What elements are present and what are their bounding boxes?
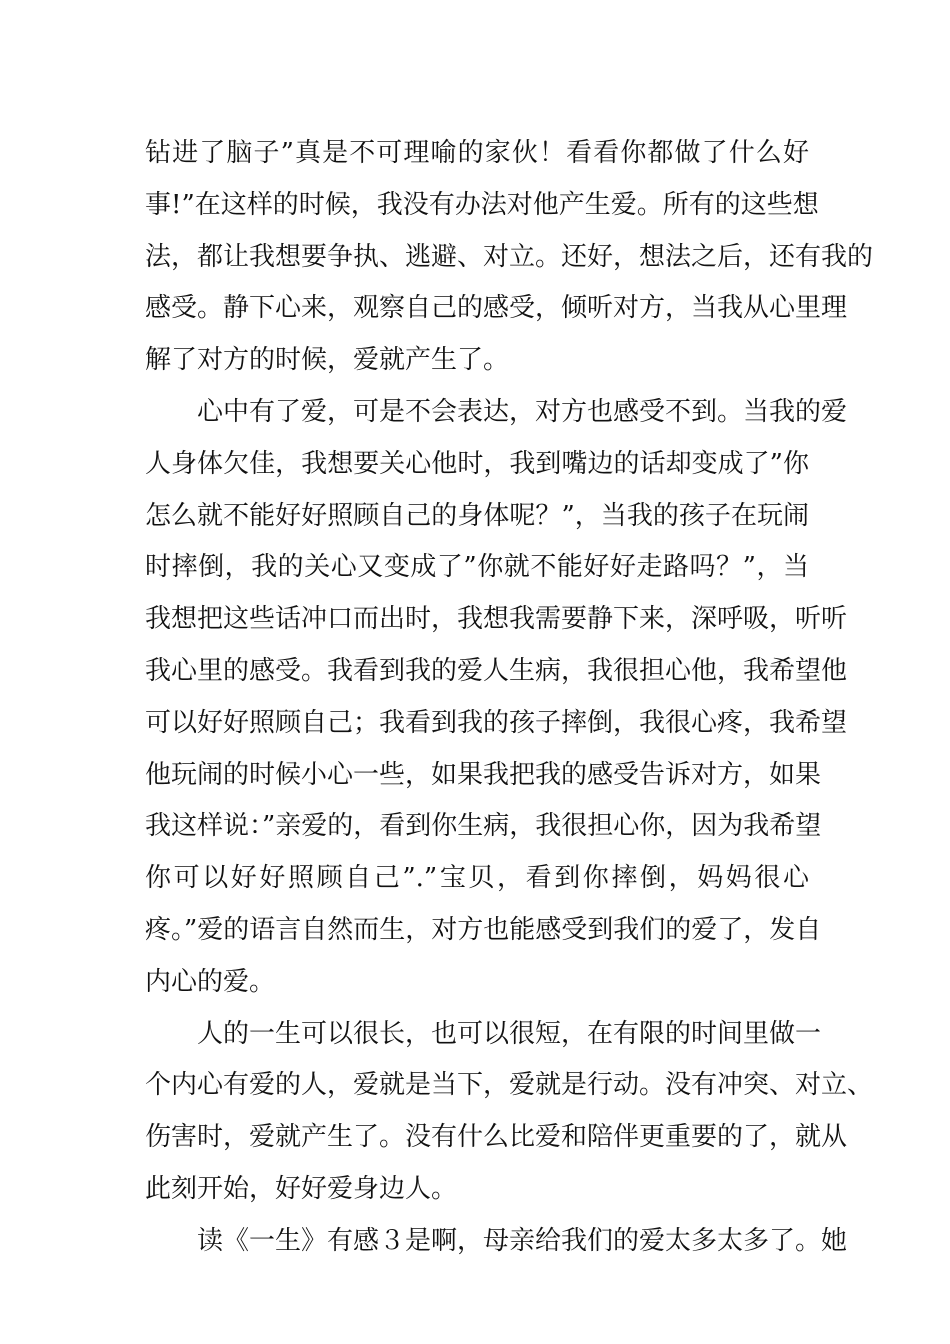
body-text bbox=[145, 128, 874, 1268]
text-line: 感受。静下心来，观察自己的感受，倾听对方，当我从心里理 bbox=[145, 293, 848, 324]
text-line: 人身体欠佳，我想要关心他时，我到嘴边的话却变成了”你 bbox=[145, 448, 809, 479]
text-line: 此刻开始，好好爱身边人。 bbox=[145, 1173, 458, 1204]
text-line: 他玩闹的时候小心一些，如果我把我的感受告诉对方，如果 bbox=[145, 759, 822, 790]
text-line: 内心的爱。 bbox=[145, 966, 276, 997]
text-line: 时摔倒，我的关心又变成了”你就不能好好走路吗？”，当 bbox=[145, 552, 809, 583]
text-line: 我这样说：”亲爱的，看到你生病，我很担心你，因为我希望 bbox=[145, 811, 822, 842]
text-line: 我心里的感受。我看到我的爱人生病，我很担心他，我希望他 bbox=[145, 655, 848, 686]
text-line: 法，都让我想要争执、逃避、对立。还好，想法之后，还有我的 bbox=[145, 241, 874, 272]
text-line: 事!”在这样的时候，我没有办法对他产生爱。所有的这些想 bbox=[145, 189, 819, 220]
text-line: 读《一生》有感３是啊，母亲给我们的爱太多太多了。她 bbox=[197, 1225, 848, 1256]
text-line: 我想把这些话冲口而出时，我想我需要静下来，深呼吸，听听 bbox=[145, 604, 848, 635]
text-line: 人的一生可以很长，也可以很短，在有限的时间里做一 bbox=[197, 1018, 822, 1049]
text-line: 钻进了脑子”真是不可理喻的家伙！看看你都做了什么好 bbox=[145, 138, 809, 168]
text-line: 你可以好好照顾自己”.”宝贝，看到你摔倒，妈妈很心 bbox=[145, 863, 809, 894]
text-line: 心中有了爱，可是不会表达，对方也感受不到。当我的爱 bbox=[197, 396, 848, 427]
text-line: 疼。”爱的语言自然而生，对方也能感受到我们的爱了，发自 bbox=[145, 914, 822, 945]
text-line: 个内心有爱的人，爱就是当下，爱就是行动。没有冲突、对立、 bbox=[145, 1070, 874, 1101]
text-line: 伤害时，爱就产生了。没有什么比爱和陪伴更重要的了，就从 bbox=[145, 1122, 848, 1153]
text-line: 怎么就不能好好照顾自己的身体呢？”，当我的孩子在玩闹 bbox=[145, 500, 809, 531]
text-line: 可以好好照顾自己；我看到我的孩子摔倒，我很心疼，我希望 bbox=[145, 707, 848, 738]
text-line: 解了对方的时候，爱就产生了。 bbox=[145, 345, 510, 376]
